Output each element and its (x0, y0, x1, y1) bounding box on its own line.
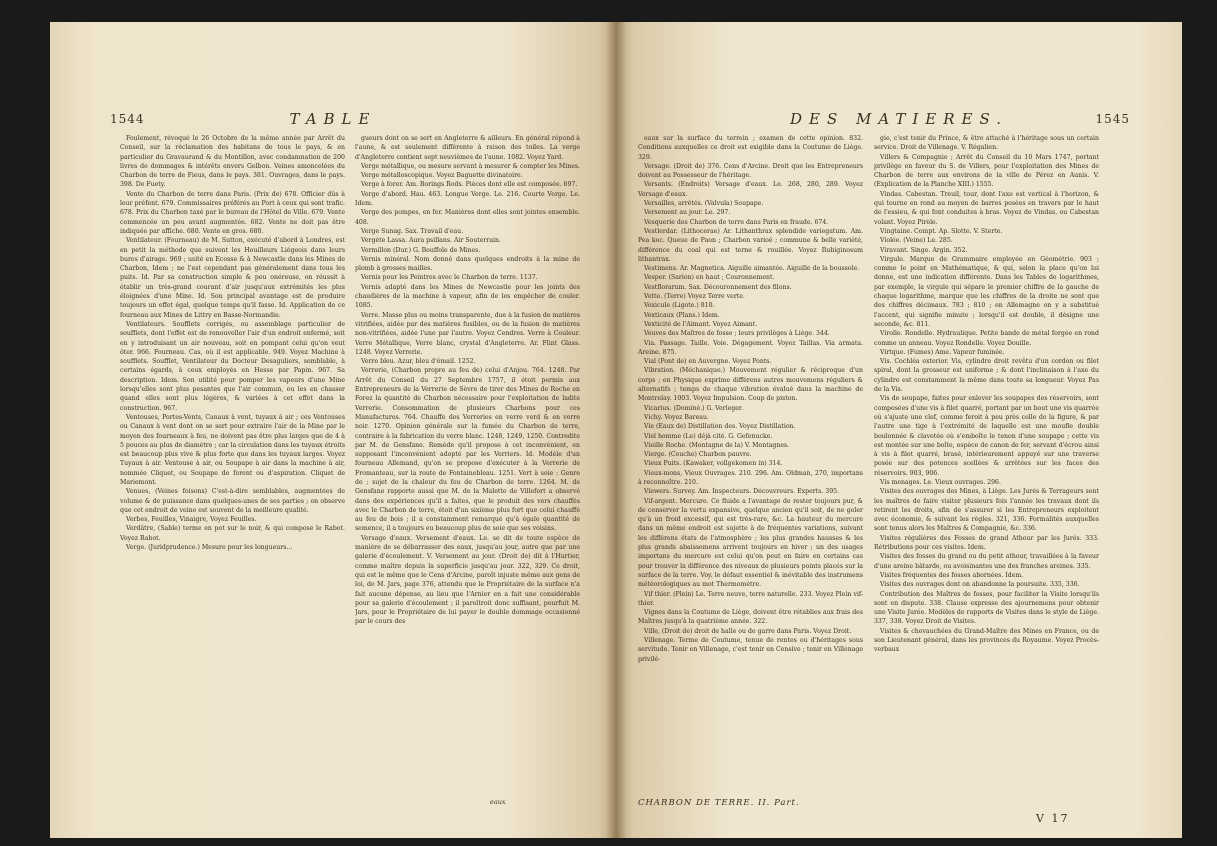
index-entry: Vexicule (Ligote.) 810. (644, 302, 715, 310)
index-entry: Vif-argent. Mercure. Ce fluide a l'avantage de rester toujours pur, & de conserver la vertu expansive, quelque ancien qu'il soit, de ne geler qu'à un froid excessif, qui est très-rare, &c. La hauteur du mercure dans un même endroit est sujette à de fréquentes variations, suivant les différens états de l'atmosphère ; les plus grandes hausses & les plus grands abaissemens arrivent toujours en hiver ; un des usages importans du mercure est celui qu'on peut en faire en certains cas pour trouver la différence des niveaux de plusieurs points placés sur la surface de la terre. Voy. le défaut essentiel & inévitable des instrumens météorologiques au mot Thermomètre. (638, 497, 863, 589)
index-entry: Visites régulières des Fosses de grand Athour par les Jurés. 333. Rétributions pour ces visites. Idem. (874, 534, 1099, 552)
index-entry: Viewers. Survey. Am. Inspecteurs. Découvreurs. Experts. 395. (644, 488, 840, 496)
index-entry: Vestimens. Ar. Magnetica. Aiguille aimantée. Aiguille de la boussole. (644, 265, 860, 273)
index-entry: Visites des ouvrages des Mines, à Liège. Les Jurés & Terrageurs sont les maîtres de faire visiter plusieurs fois l'année les travaux dont ils retirent les droits, afin de s'assurer si les Entrepreneurs exploitent avec économie, & suivant les règles. 321, 336. Formalités auxquelles sont tenus alors les Maîtres & Compagnie, &c. 336. (874, 488, 1099, 533)
index-entry: Vial (Pont de) en Auvergne. Voyez Ponts. (644, 358, 772, 366)
index-entry: Verdâtre, (Sable) terme en pot sur le noir, & qui compose le Rabot. Voyez Rabot. (120, 525, 345, 542)
index-entry: Vignes dans la Coutume de Liège, doivent être rétablies aux frais des Maîtres jusqu'à la quatrième année. 322. (638, 609, 863, 626)
index-entry: Contribution des Maîtres de fosses, pour faciliter la Visite lorsqu'ils sont en dispute. 338. Clause expresse des ajournemens pour obtenir une Visite Jurée. Modèles de rapports de Visites dans le style de Liège. 337, 338. Voyez Droit de Visites. (874, 590, 1099, 626)
index-entry: Vernis pour les Peintres avec le Charbon de terre. 1137. (361, 274, 538, 282)
index-entry: Vis. Cochléa exterior. Vis, cylindre droit revêtu d'un cordon ou filet spiral, dont la grosseur est uniforme ; & dont l'inclinaison à l'axe du cylindre est constamment la même dans toute sa longueur. Voyez Pas de la Vis. (874, 358, 1099, 394)
index-entry: Villers & Compagnie ; Arrêt du Conseil du 10 Mars 1747, portant privilège en faveur du S. de Villers, pour l'exploitation des Mines de Charbon de terre aux environs de la ville de Pérez en Aunis. V. (Explication de la Planche XIII.) 1555. (874, 153, 1099, 189)
index-entry: Via. Passage. Taille. Voie. Dégagement. Voyez Taillas. Via armata. Areine. 875. (638, 339, 863, 356)
left-page-number: 1544 (110, 112, 145, 126)
right-page-number: 1545 (1095, 112, 1130, 126)
index-entry: Verge métallique, ou mesure servant à mesurer & compter les Mines. (361, 162, 580, 170)
right-footer-title: CHARBON DE TERRE. II. Part. (638, 798, 800, 808)
index-entry: Vergète Lassa. Aura psillans. Air Souterrain. (361, 237, 501, 245)
index-entry: Vis menages. Le. Vieux ouvrages. 296. (880, 478, 1001, 486)
index-entry: Versement au jour. Le. 297. (644, 209, 731, 217)
right-column-1 (638, 134, 863, 794)
index-entry: Visites & chevauchées du Grand-Maître des Mines en France, ou de son Lieutenant général, dans les provinces du Royaume. Voyez Procès-verbaux (874, 627, 1099, 654)
index-entry: Verge métalloscopique. Voyez Baguette divinatoire. (361, 172, 523, 180)
index-entry: Vingtaine. Compt. Ap. Slotte. V. Sterte. (880, 227, 1003, 235)
right-column-2 (874, 134, 1099, 794)
left-page (50, 22, 616, 838)
left-catchword: eaux (490, 798, 506, 806)
index-entry: Vestlerdar. (Lithocerae) Ar. Lithanthrax splendide variegatum. Am. Pea koc. Queue de Paon ; Charbon varioé ; commune & belle variété, différence du coal qui est terne & rouillée. Voyez Rubiginosum lithantrax. (638, 227, 863, 263)
index-entry: Vesper. (Sarion) en haut ; Couronnement. (644, 274, 775, 282)
index-entry: gie, c'est tenir du Prince, & être attaché à l'héritage sous un certain service. Droit de Villenage. V. Régalien. (874, 135, 1099, 152)
index-entry: Vie (Eaux de) Distillation des. Voyez Distillation. (644, 423, 796, 431)
index-entry: Versage d'eaux. Versement d'eaux. Le. se dit de toute espèce de manière de se débarrasser des eaux, jusqu'au jour, autre que par une galerie d'écoulement. V. Versement au jour. (Droit de) dit à l'Hurtier, comme maître depuis la superficie jusqu'au jour. 322, 329. Ce droit, qui est le même que le Cens d'Arcine, paroît injuste même aux gens de loi, de M. Jars, page 376, attendu que le Propriétaire de la surface n'a fait aucune dépense, au lieu que l'Arnier en a fait une considérable pour sa galerie d'écoulement ; il paroîtroit donc suffisant, pourfuit M. Jars, pour le Propriétaire de lui payer le double dommage occasionné par le cours des (355, 534, 580, 626)
left-column-2 (355, 134, 580, 794)
index-entry: Virgule. Marque de Grammaire employée en Géométrie. 903 ; comme le point en Mathématique, & qui, selon la place qu'on lui donne, est une indication différente. Dans les Tables de logarithmes, par exemple, la virgule qui sépare le premier chiffre de la gauche de chaque logarithme, marque que les chiffres de la droite ne sont que des chiffres décimaux. 783 ; 810 ; en Allemagne on y a substitué l'accent, qui signifie minute ; lorsqu'il est double, il désigne une seconde, &c. 811. (874, 255, 1099, 328)
index-entry: Verrerie, (Charbon propre au feu de) celui d'Anjou. 764. 1248. Par Arrêt du Conseil du 27 Septembre 1757, il étoit permis aux Entrepreneurs de la Verrerie de Sèvre de tirer des Mines de Roche en Forez la quantité de Charbon nécessaire pour l'exploitation de ladite Verrerie. Consommation de plusieurs Charbons pour ces Manufactures. 764. Chauffe des Verreries en verre verd & en verre noir. 1270. Opinion générale sur la fumée du Charbon de terre, contraire à la fabrication du verre blanc. 1248, 1249, 1250. Contredite par M. de Gensfane. Remède qu'il propose à cet inconvénient, en supposant l'inconvénient adopté par les Verriers. Id. Modèle d'un fourneau Allemand, qu'on se propose d'exécuter à la Verrerie de Fromanteau, sur la route de Fontainebleau. 1251. Vert à soie : Genre de ; sujet de la chaleur du feu de Charbon de terre. 1264. M. de Gensfane rapporte aussi que M. de la Malette de Villefort a observé dans des expériences qu'il a faites, que le produit des vers chauffés avec le Charbon de terre, étoit d'un sixième plus fort que celui chauffé au feu de bois ; il a constamment remarqué qu'à égale quantité de semence, il a toujours eu beaucoup plus de soie que ses voisins. (355, 367, 580, 533)
index-entry: Vierge. (Couche) Charbon pauvre. (644, 451, 752, 459)
right-signature-mark: V 17 (1036, 812, 1070, 825)
index-entry: Vif thier. (Plein) Le. Terre neuve, terre naturelle. 233. Voyez Plein vif-thier. (638, 590, 863, 607)
index-entry: Vieille Roche. (Montagne de la) V. Montagnes. (644, 441, 790, 449)
index-entry: Ventilateur. (Fourneau) de M. Sutton, exécuté d'abord à Londres, est en petit la méthode que suivent les Houilleurs Liégeois dans leurs bures d'airage. 969 ; usité en Ecosse & à Newcastle dans les Mines de Charbon, Idem ; ne l'est cependant pas généralement dans tous les puits. Id. Par sa construction simple & peu onéreuse, on réussit à établir un très-grand courant d'air jusqu'aux extrémités les plus éloignées d'une Mine. Id. Son principal avantage est de produire toujours un effet égal, quelque temps qu'il fasse. Id. Application de ce fourneau aux Mines de Littry en Basse-Normandie. (120, 237, 345, 319)
index-entry: Vette. (Terre) Voyez Terre verte. (644, 293, 745, 301)
index-entry: Violée. (Veine) Le. 285. (880, 237, 953, 245)
index-entry: Vieux-mons, Vieux Ouvrages. 210. 296. Am. Oldman, 270, importans à reconnoître. 210. (638, 469, 863, 486)
index-entry: Verge Sunag. Sax. Travail d'eau. (361, 227, 464, 235)
index-entry: Vexticaux (Plans.) Idem. (644, 311, 720, 319)
index-entry: Vermillon (Dur.) G. Bouffole de Mines. (361, 246, 481, 254)
index-entry: Vernis minéral. Nom donné dans quelques endroits à la mine de plomb à grosses mailles. (355, 255, 580, 273)
index-entry: Vicarius. (Dominé.) G. Verleger. (644, 404, 744, 412)
index-entry: Vente du Charbon de terre dans Paris. (Prix de) 678. Officier dûs à leur préfent. 679. Commissaires préférés au Port à ceux qui sont trafic. 678. Prix du Charbon taxé par le bureau de l'Hôtel de Ville. 679. Vente commencée un peu avant augmentée. 682. Vente ne doit pas être indiquée par affiche. 680. Vente en gros. 680. (120, 190, 345, 235)
index-entry: Verge des pompes, en fer. Manières dont elles sont jointes ensemble. 408. (355, 209, 580, 226)
index-entry: Ventouses, Portes-Vents, Canaux à vent, tuyaux à air ; ces Ventouses ou Canaux à vent dont on se sert pour extraire l'air de la Mine par le moyen des fourneaux à feu, ne doivent pas être plus larges que de 4 à 5 pouces au plus de diamètre ; car la circulation dans les tuyaux étroits est beaucoup plus vive & plus forte que dans les tuyaux larges. Voyez Tuyaux à air. Ventouse à air, ou Soupape à air dans la machine à air, nommée Cliquet, ou Soupape de forent ou d'aspiration. Cliquet de Mariemont. (120, 413, 345, 486)
left-page-title: TABLE (289, 110, 377, 128)
index-entry: Vichy. Voyez Bareau. (644, 413, 709, 421)
index-entry: Vis de soupape, faites pour enlever les soupapes des réservoirs, sont composées d'une vis à filet quarré, portant par un bout une vis quarrée où s'ajuste une clef, comme feroit à peu près celle de la figure, & par l'autre une tige à l'extrémité de laquelle est une moufle double boulonnée & clavetée où s'emboîte le tenon d'une soupape ; cette vis est montée sur une boîte, espèce de canon de fer, servant d'écrou ainsi à vis à filet quarré, brasé, intérieurement appuyé sur une traverse posée sur des potences scellées & arrêtées sur les faces des réservoirs. 903, 906. (874, 395, 1099, 477)
index-entry: Verre bleu. Azur, bleu d'émail. 1252. (361, 358, 476, 366)
index-entry: Foulement, révoqué le 26 Octobre de la même année par Arrêt du Conseil, sur la réclamation des habitans de tous le pays, & en particulier du Gravaurand & du Montillon, avec condamnation de 200 livres de dommages & intérêts envers Gelbon. Veines amoncelées du Charbon de terre de Fieus, dans le pays. 381. Ouvrages, dans le pays. 398. De Fuety. (120, 135, 345, 189)
index-entry: Vieux Puits. (Kawaker, vollgekomen in) 314. (644, 460, 783, 468)
index-entry: Vernis adapté dans les Mines de Newcastle pour les joints des chaudières de la machine à vapeur, afin de les empêcher de couler. 1085. (355, 283, 580, 310)
right-page-header (616, 110, 1182, 130)
left-page-header (50, 110, 616, 130)
index-entry: Vexticité de l'Aimant. Voyez Aimant. (644, 320, 758, 328)
index-entry: Verge. (Juridprudence.) Mesure pour les longueurs... (126, 544, 293, 552)
index-entry: Versailles, arrêtés. (Valvula) Soupape. (644, 200, 764, 208)
index-entry: Verge à forer. Am. Borings Rods. Pièces dont elle est composée. 697. (361, 181, 578, 189)
index-entry: Venues, (Veines foisons) C'est-à-dire semblables, augmentées de volume & de puissance dans quelques-unes de ses parties ; on observe que cet endroit de veine est souvent de la meilleure qualité. (120, 488, 345, 514)
index-entry: Verbes, Feuilles, Vinaigre, Voyez Feuilles. (126, 516, 257, 524)
index-entry: Versage. (Droit de) 376. Cens d'Arcine. Droit que les Entrepreneurs doivent au Possesseur de l'héritage. (638, 162, 863, 180)
index-entry: Visites des ouvrages dont on abandonne la poursuite. 335, 336. (880, 581, 1080, 589)
index-entry: Vestflorarum. Sax. Découronnement des filons. (644, 283, 792, 291)
index-entry: gueurs dont on se sert en Angleterre & ailleurs. En général répond à l'aune, & est seulement différente à raison des toiles. La verge d'Angleterre contient sept neuvièmes de l'aune. 1082. Voyez Yard. (355, 135, 580, 161)
index-entry: Visites fréquentes des fosses abornées. Idem. (880, 571, 1024, 579)
open-book (50, 22, 1182, 838)
index-entry: Virolle. Rondelle. Hydraulique. Petite bande de métal forgée en rond comme un anneau. Voyez Rondelle. Voyez Douille. (874, 330, 1099, 347)
index-entry: Vindas. Cabestan. Treuil, tour, dont l'axe est vertical à l'horizon, & qui tourne en rond au moyen de barres posées en travers par le haut de l'essieu, & qui font conduites à bras. Voyez de Vindas, ou Cabestan volant. Voyez Pirèle. (874, 190, 1099, 226)
index-entry: Ville, (Droit de) droit de halle ou de garre dans Paris. Voyez Droit. (644, 627, 852, 635)
index-entry: Verre. Masse plus ou moins transparente, due à la fusion de matières vitrifiées, aidée par des matières fusibles, ou de la fusion de matières non-vitrifiées, aidée l'une par l'autre. Voyez Cendres. Verre à Couleur. Verre Métallique, Verre blanc, crystal d'Angleterre. Ar. Flint Glass. 1248. Voyez Verrerie. (355, 311, 580, 356)
index-entry: Virtque. (Fumes) Ame. Vapeur fuminée. (880, 348, 1005, 356)
index-entry: Villenage. Terme de Coutume, tenue de rentes ou d'héritages sous servitude. Tenir en Villenage, c'est tenir en Censive ; tenir en Villenage privilé- (638, 637, 863, 663)
book-gutter (606, 22, 626, 838)
index-entry: Versants. (Endroits) Versage d'eaux. Le. 268, 280, 289. Voyez Versage d'eaux. (638, 181, 863, 198)
index-entry: Vesquerie des Charbon de terre dans Paris en fraude. 674. (644, 218, 829, 226)
index-entry: Visites des fosses du grand ou du petit athour, travaillées à la faveur d'une areine bâtarde, ou avoisinantes une des franches areines. 335. (874, 553, 1099, 570)
index-entry: Viel homme (Le) déjà cité. G. Gefenucke. (644, 432, 773, 440)
index-entry: Viravant. Singe. Argin. 352. (880, 246, 968, 254)
left-column-1 (120, 134, 345, 794)
index-entry: Ventilateurs. Soufflets corrigés, ou assemblage particulier de soufflets, dont l'effet est de renouveller l'air d'un endroit enfermé, soit en y introduisant un air nouveau, soit en pompant celui qu'on veut ôter. 966. Fourneau. Cas, où il est applicable. 949. Voyez Machine à soufflets. Soufflet, Ventilateur du Docteur Desaguliers, semblable, à certains égards, à ceux employés en Hesse par Papin. 967. Sa description. Idem. Son utilité pour pomper les vapeurs d'une Mine lorsqu'elles sont plus pesantes que l'air commun, ou les en chasser quand elles sont plus légères, & variées à cet effet dans la construction. 967. (120, 320, 345, 412)
right-page-title: DES MATIERES. (789, 110, 1009, 128)
index-entry: eaux sur la surface du terrein ; examen de cette opinion. 832. Conditions auxquelles ce droit est exigible dans la Coutume de Liège. 329. (638, 135, 863, 161)
right-page (616, 22, 1182, 838)
index-entry: Vibration. (Méchanique.) Mouvement régulier & réciproque d'un corps ; en Physique exprime différens autres mouvemens réguliers & alternatifs ; temps de chaque vibration évalué dans la machine de Montrelay. 1003. Voyez Impulsion. Coup de piston. (638, 367, 863, 403)
index-entry: Veuves des Maîtres de fosse ; leurs privilèges à Liège. 344. (644, 330, 830, 338)
index-entry: Verge d'abord. Hau. 463. Longue Verge. Le. 216. Courte Verge. Le. Idem. (355, 190, 580, 208)
